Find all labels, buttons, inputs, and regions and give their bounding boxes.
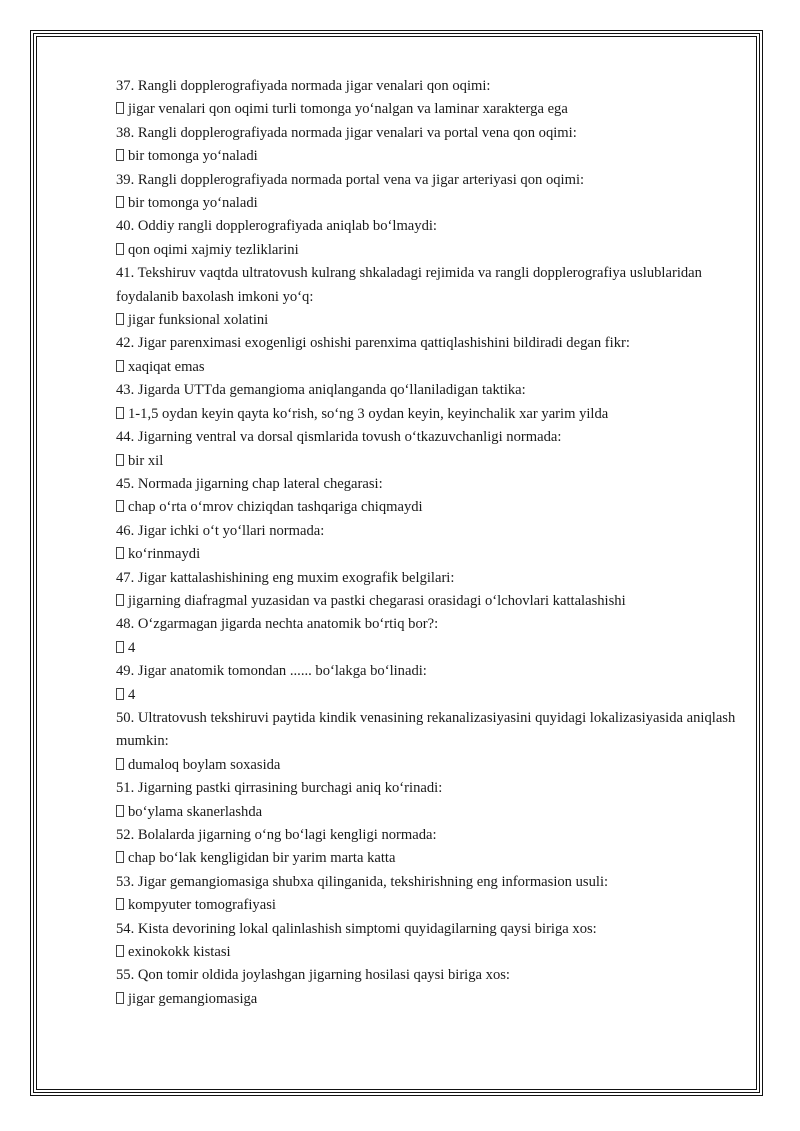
answer-text: bir tomonga yo‘naladi <box>128 148 258 165</box>
checkbox-glyph-icon <box>116 360 124 372</box>
answer-text: chap bo‘lak kengligidan bir yarim marta katta <box>128 850 396 867</box>
answer-line <box>116 98 746 121</box>
checkbox-glyph-icon <box>116 407 124 419</box>
qa-item <box>116 777 746 824</box>
qa-item <box>116 918 746 965</box>
qa-item <box>116 473 746 520</box>
checkbox-glyph-icon <box>116 898 124 910</box>
qa-item <box>116 660 746 707</box>
qa-item <box>116 332 746 379</box>
question-text: 49. Jigar anatomik tomondan ...... bo‘lakga bo‘linadi: <box>116 663 427 680</box>
answer-line <box>116 988 746 1011</box>
checkbox-glyph-icon <box>116 992 124 1004</box>
answer-text: 1-1,5 oydan keyin qayta ko‘rish, so‘ng 3 oydan keyin, keyinchalik xar yarim yilda <box>128 405 609 422</box>
qa-item <box>116 75 746 122</box>
answer-line <box>116 192 746 215</box>
checkbox-glyph-icon <box>116 805 124 817</box>
answer-line <box>116 403 746 426</box>
question-text: 43. Jigarda UTTda gemangioma aniqlanganda qo‘llaniladigan taktika: <box>116 382 526 399</box>
answer-line <box>116 239 746 262</box>
answer-line <box>116 684 746 707</box>
question-text: 38. Rangli dopplerografiyada normada jigar venalari va portal vena qon oqimi: <box>116 124 577 141</box>
answer-line <box>116 356 746 379</box>
answer-text: chap o‘rta o‘mrov chiziqdan tashqariga chiqmaydi <box>128 499 423 516</box>
qa-item <box>116 964 746 1011</box>
qa-item <box>116 613 746 660</box>
answer-line <box>116 801 746 824</box>
answer-text: dumaloq boylam soxasida <box>128 756 281 773</box>
checkbox-glyph-icon <box>116 102 124 114</box>
answer-text: jigarning diafragmal yuzasidan va pastki chegarasi orasidagi o‘lchovlari kattalashishi <box>128 592 626 609</box>
answer-text: exinokokk kistasi <box>128 944 231 961</box>
qa-item <box>116 379 746 426</box>
question-text: 54. Kista devorining lokal qalinlashish simptomi quyidagilarning qaysi biriga xos: <box>116 920 597 937</box>
answer-line <box>116 145 746 168</box>
qa-item <box>116 871 746 918</box>
question-text: 48. O‘zgarmagan jigarda nechta anatomik bo‘rtiq bor?: <box>116 616 439 633</box>
answer-text: qon oqimi xajmiy tezliklarini <box>128 241 299 258</box>
qa-item <box>116 520 746 567</box>
answer-line <box>116 309 746 332</box>
question-text: 46. Jigar ichki o‘t yo‘llari normada: <box>116 522 325 539</box>
answer-text: 4 <box>128 639 136 656</box>
answer-line <box>116 496 746 519</box>
checkbox-glyph-icon <box>116 500 124 512</box>
answer-text: bir xil <box>128 452 164 469</box>
qa-item <box>116 262 746 332</box>
question-text: 37. Rangli dopplerografiyada normada jigar venalari qon oqimi: <box>116 78 491 94</box>
question-text: 40. Oddiy rangli dopplerografiyada aniqlab bo‘lmaydi: <box>116 218 437 235</box>
question-text: 52. Bolalarda jigarning o‘ng bo‘lagi kengligi normada: <box>116 827 437 843</box>
checkbox-glyph-icon <box>116 243 124 255</box>
checkbox-glyph-icon <box>116 641 124 653</box>
checkbox-glyph-icon <box>116 313 124 325</box>
qa-item <box>116 707 746 777</box>
qa-item <box>116 824 746 871</box>
qa-item <box>116 426 746 473</box>
answer-line <box>116 590 746 613</box>
question-text: 42. Jigar parenximasi exogenligi oshishi parenxima qattiqlashishini bildiradi degan fikr: <box>116 335 630 352</box>
answer-line <box>116 894 746 917</box>
checkbox-glyph-icon <box>116 149 124 161</box>
checkbox-glyph-icon <box>116 851 124 863</box>
answer-line <box>116 450 746 473</box>
answer-line <box>116 754 746 777</box>
answer-text: 4 <box>128 686 136 703</box>
question-text: 50. Ultratovush tekshiruvi paytida kindik venasining rekanalizasiyasini quyidagi lokalizasiyasida aniqlash mumkin: <box>116 709 736 750</box>
checkbox-glyph-icon <box>116 594 124 606</box>
checkbox-glyph-icon <box>116 547 124 559</box>
question-text: 51. Jigarning pastki qirrasining burchagi aniq ko‘rinadi: <box>116 780 443 797</box>
qa-item <box>116 122 746 169</box>
document-body <box>116 75 746 1011</box>
checkbox-glyph-icon <box>116 196 124 208</box>
answer-text: kompyuter tomografiyasi <box>128 897 276 914</box>
question-text: 53. Jigar gemangiomasiga shubxa qilinganida, tekshirishning eng informasion usuli: <box>116 873 609 890</box>
checkbox-glyph-icon <box>116 758 124 770</box>
question-text: 44. Jigarning ventral va dorsal qismlarida tovush o‘tkazuvchanligi normada: <box>116 429 562 446</box>
answer-line <box>116 637 746 660</box>
qa-item <box>116 169 746 216</box>
question-text: 41. Tekshiruv vaqtda ultratovush kulrang shkaladagi rejimida va rangli dopplerografiya uslublaridan foydalanib baxolash imkoni yo‘q: <box>116 265 702 305</box>
answer-text: ko‘rinmaydi <box>128 546 201 563</box>
qa-item <box>116 215 746 262</box>
question-text: 55. Qon tomir oldida joylashgan jigarning hosilasi qaysi biriga xos: <box>116 967 510 984</box>
answer-text: bo‘ylama skanerlashda <box>128 803 263 820</box>
question-text: 47. Jigar kattalashishining eng muxim exografik belgilari: <box>116 569 455 586</box>
answer-line <box>116 941 746 964</box>
checkbox-glyph-icon <box>116 688 124 700</box>
answer-line <box>116 543 746 566</box>
answer-text: bir tomonga yo‘naladi <box>128 195 258 212</box>
qa-item <box>116 567 746 614</box>
answer-text: jigar venalari qon oqimi turli tomonga yo‘nalgan va laminar xarakterga ega <box>128 101 568 118</box>
checkbox-glyph-icon <box>116 945 124 957</box>
answer-text: xaqiqat emas <box>128 358 205 375</box>
question-text: 39. Rangli dopplerografiyada normada portal vena va jigar arteriyasi qon oqimi: <box>116 171 585 188</box>
answer-text: jigar funksional xolatini <box>128 312 269 329</box>
answer-line <box>116 847 746 870</box>
answer-text: jigar gemangiomasiga <box>128 990 258 1007</box>
checkbox-glyph-icon <box>116 454 124 466</box>
question-text: 45. Normada jigarning chap lateral chegarasi: <box>116 475 383 492</box>
